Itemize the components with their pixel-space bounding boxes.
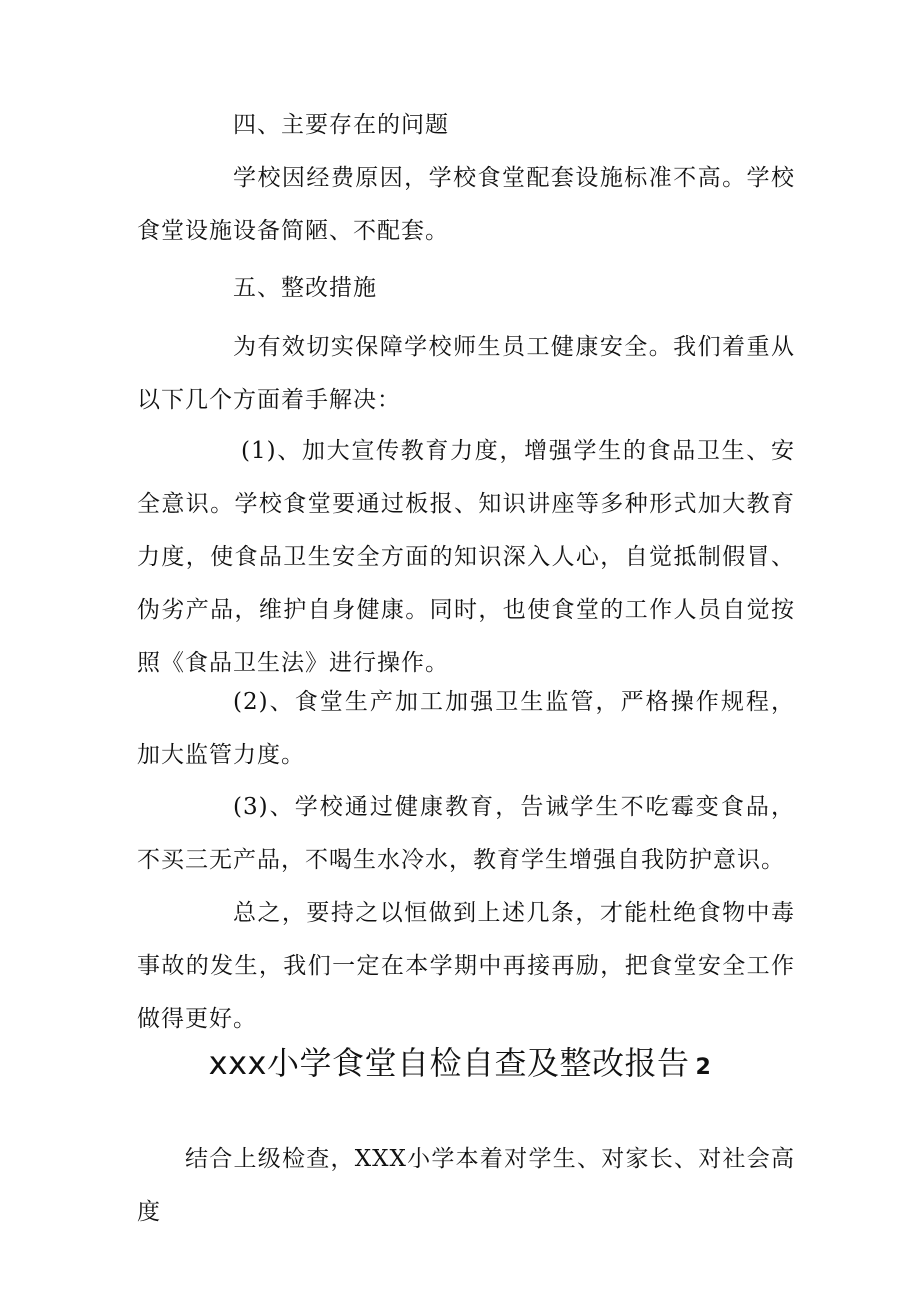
report2-title-suffix: 2 (695, 1055, 712, 1080)
section5-heading: 五、整改措施 (233, 275, 377, 301)
measure-2: (2)、食堂生产加工加强卫生监管，严格操作规程，加大监管力度。 (137, 689, 795, 768)
measure-3: (3)、学校通过健康教育，告诫学生不吃霉变食品，不买三无产品，不喝生水冷水，教育学生增强自我防护意识。 (137, 794, 795, 873)
conclusion: 总之，要持之以恒做到上述几条，才能杜绝食物中毒事故的发生，我们一定在本学期中再接再励，把食堂安全工作做得更好。 (137, 900, 795, 1032)
report2-title (0, 1033, 920, 1098)
section5-intro: 为有效切实保障学校师生员工健康安全。我们着重从以下几个方面着手解决： (137, 334, 795, 413)
report2-first-line: 结合上级检查，XXX小学本着对学生、对家长、对社会高度 (137, 1146, 795, 1225)
measure-1: (1)、加大宣传教育力度，增强学生的食品卫生、安全意识。学校食堂要通过板报、知识讲座等多种形式加大教育力度，使食品卫生安全方面的知识深入人心，自觉抵制假冒、伪劣产品，维护自身健康。同时，也使食堂的工作人员自觉按照《食品卫生法》进行操作。 (137, 438, 795, 676)
section4-body: 学校因经费原因，学校食堂配套设施标准不高。学校食堂设施设备简陋、不配套。 (137, 165, 795, 244)
section4-heading: 四、主要存在的问题 (233, 112, 449, 138)
report2-title-text: xxx小学食堂自检自查及整改报告 (208, 1044, 690, 1082)
